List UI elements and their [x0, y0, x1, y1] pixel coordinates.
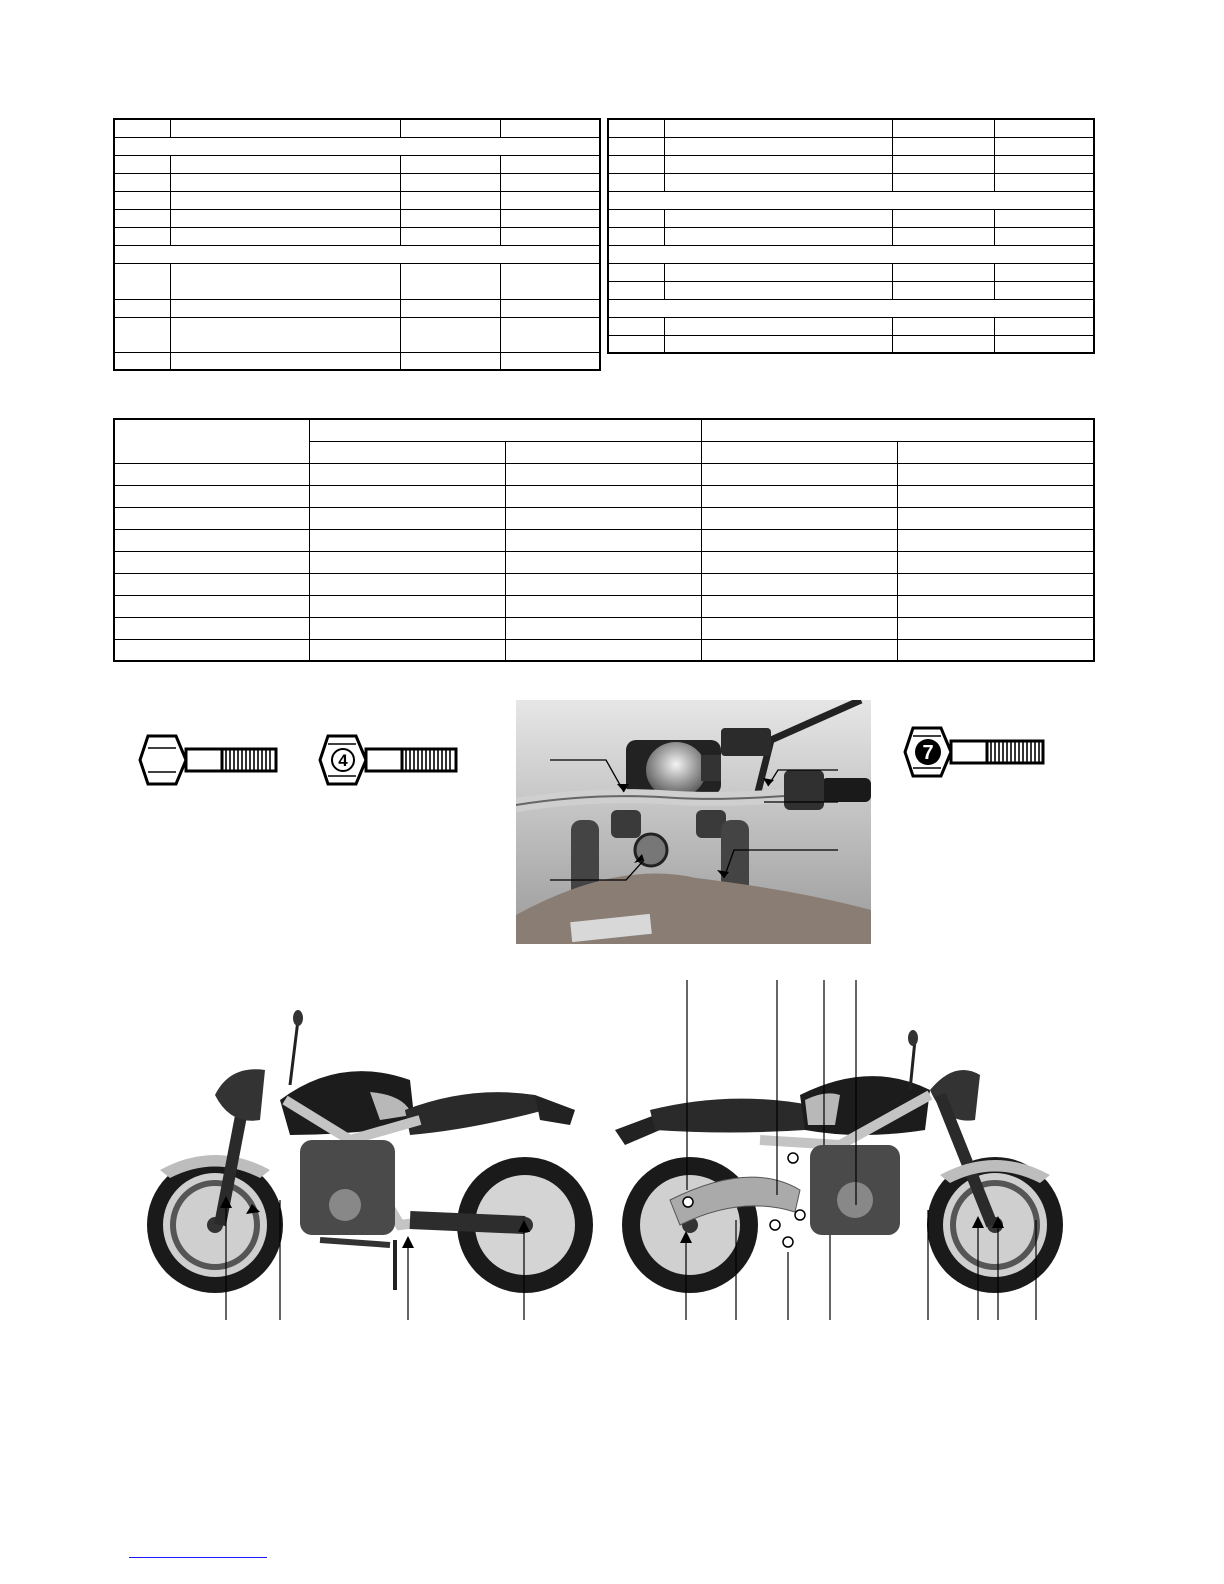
- specification-table-left: [113, 118, 601, 371]
- hex-bolt-icon: [138, 732, 280, 788]
- front-wheel: [147, 1157, 283, 1293]
- footer-link-underline[interactable]: [129, 1557, 267, 1558]
- torque-table: [113, 418, 1095, 662]
- header-cell: [701, 419, 1094, 441]
- header-cell: [309, 419, 701, 441]
- group-row: [114, 245, 600, 263]
- specification-table-right: [607, 118, 1095, 354]
- grade-7-bolt-icon: [903, 724, 1047, 780]
- grade-4-mark: 4: [338, 751, 348, 770]
- grade-7-mark: 7: [922, 742, 934, 764]
- group-row: [608, 299, 1094, 317]
- grade-4-bolt-icon: [318, 732, 460, 788]
- group-row: [608, 191, 1094, 209]
- group-row: [114, 137, 600, 155]
- header-cell: [114, 419, 309, 463]
- torque-mark-icon: [683, 1197, 693, 1207]
- group-row: [608, 245, 1094, 263]
- rear-wheel: [622, 1157, 758, 1293]
- motorcycle-right-view: [610, 980, 1070, 1330]
- motorcycle-left-view: [140, 1000, 605, 1330]
- handlebar-photo: [516, 700, 871, 944]
